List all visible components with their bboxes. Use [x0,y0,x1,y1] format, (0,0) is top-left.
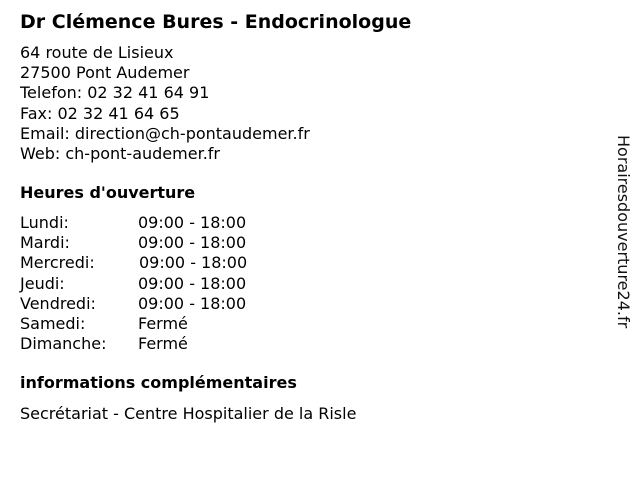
info-text: Secrétariat - Centre Hospitalier de la Risle [20,404,357,423]
fax-number: Fax: 02 32 41 64 65 [20,103,180,123]
day-label: Mardi: [20,233,70,253]
time-value: Fermé [138,334,188,354]
time-value: 09:00 - 18:00 [138,233,247,253]
info-heading: informations complémentaires [20,373,297,392]
phone-number: Telefon: 02 32 41 64 91 [20,83,210,103]
time-value: Fermé [138,313,188,333]
day-label: Samedi: [20,313,86,333]
day-label: Jeudi: [20,273,65,293]
email-address: Email: direction@ch-pontaudemer.fr [20,123,310,143]
day-label: Lundi: [20,213,69,232]
time-value: 09:00 - 18:00 [138,293,247,313]
time-value: 09:00 - 18:00 [138,273,247,293]
hours-heading: Heures d'ouverture [20,183,196,202]
city-address: 27500 Pont Audemer [20,63,190,83]
day-label: Vendredi: [20,293,96,313]
website: Web: ch-pont-audemer.fr [20,144,220,164]
day-label: Mercredi: [20,253,95,273]
page-title: Dr Clémence Bures - Endocrinologue [20,11,412,33]
address-block [20,43,310,164]
street-address: 64 route de Lisieux [20,43,174,62]
day-label: Dimanche: [20,334,107,354]
time-value: 09:00 - 18:00 [138,213,247,232]
time-value: 09:00 - 18:00 [139,253,248,273]
site-watermark: Horairesdouverture24.fr [614,135,633,329]
